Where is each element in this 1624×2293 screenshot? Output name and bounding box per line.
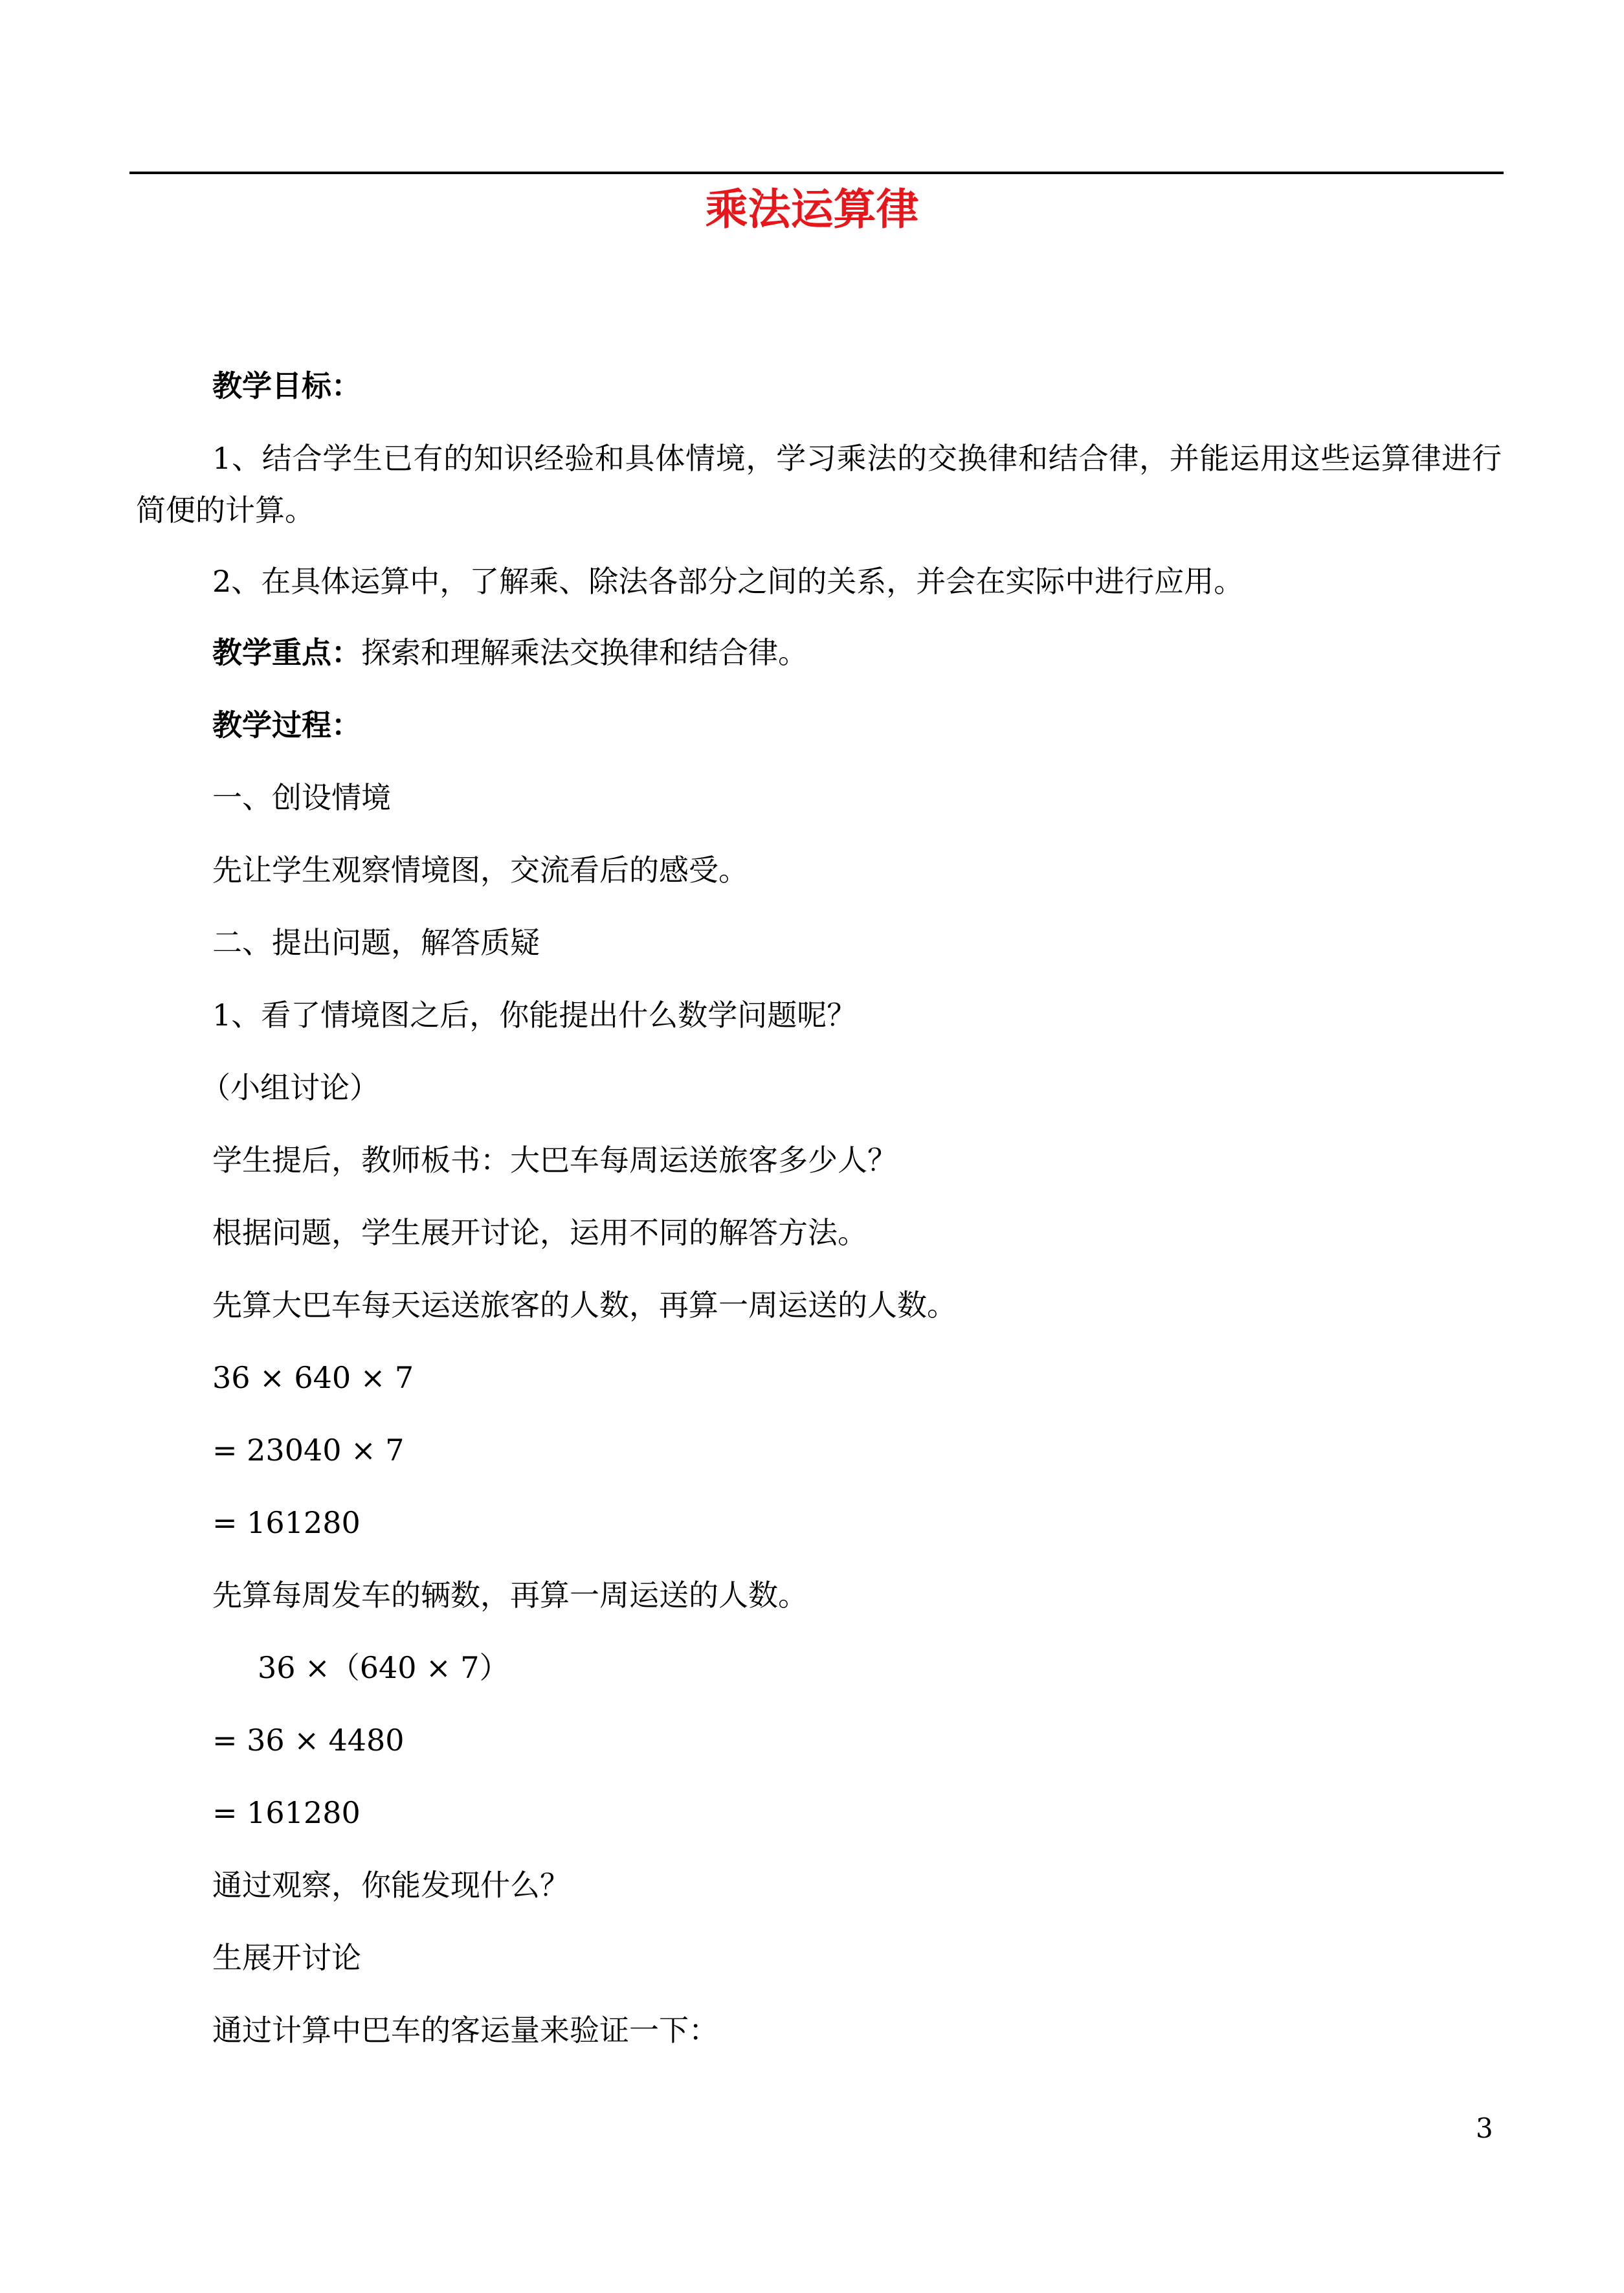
method-1-step-1: 36 × 640 × 7 [212, 1360, 414, 1395]
board-writing: 学生提后，教师板书：大巴车每周运送旅客多少人？ [212, 1143, 897, 1178]
method-2-step-3: = 161280 [212, 1795, 361, 1830]
discussion-methods: 根据问题，学生展开讨论，运用不同的解答方法。 [212, 1215, 867, 1250]
objective-1: 1、结合学生已有的知识经验和具体情境，学习乘法的交换律和结合律，并能运用这些运算律进行简便的计算。 [136, 441, 1502, 528]
section-2-heading: 二、提出问题，解答质疑 [212, 925, 540, 960]
method-2-step-2: = 36 × 4480 [212, 1723, 405, 1758]
method-2-step-1: 36 ×（640 × 7） [258, 1650, 509, 1685]
process-heading: 教学过程： [212, 708, 361, 743]
method-2-intro: 先算每周发车的辆数，再算一周运送的人数。 [212, 1578, 808, 1613]
observe-question: 通过观察，你能发现什么？ [212, 1868, 570, 1903]
student-discussion: 生展开讨论 [212, 1940, 361, 1975]
section-1-text: 先让学生观察情境图，交流看后的感受。 [212, 853, 748, 888]
group-discussion-note: （小组讨论） [201, 1070, 379, 1105]
key-point-label: 教学重点： [212, 635, 361, 670]
method-1-step-2: = 23040 × 7 [212, 1433, 405, 1468]
question-1: 1、看了情境图之后，你能提出什么数学问题呢？ [212, 998, 857, 1033]
verify-text: 通过计算中巴车的客运量来验证一下： [212, 2013, 718, 2048]
objectives-heading: 教学目标： [212, 368, 361, 403]
document-title: 乘法运算律 [705, 184, 919, 234]
section-1-heading: 一、创设情境 [212, 780, 391, 815]
key-point-text: 探索和理解乘法交换律和结合律。 [361, 635, 808, 670]
method-1-step-3: = 161280 [212, 1505, 361, 1540]
method-1-intro: 先算大巴车每天运送旅客的人数，再算一周运送的人数。 [212, 1288, 957, 1323]
key-point [212, 627, 808, 678]
objective-2: 2、在具体运算中，了解乘、除法各部分之间的关系，并会在实际中进行应用。 [212, 564, 1244, 599]
page-number: 3 [1476, 2112, 1493, 2144]
